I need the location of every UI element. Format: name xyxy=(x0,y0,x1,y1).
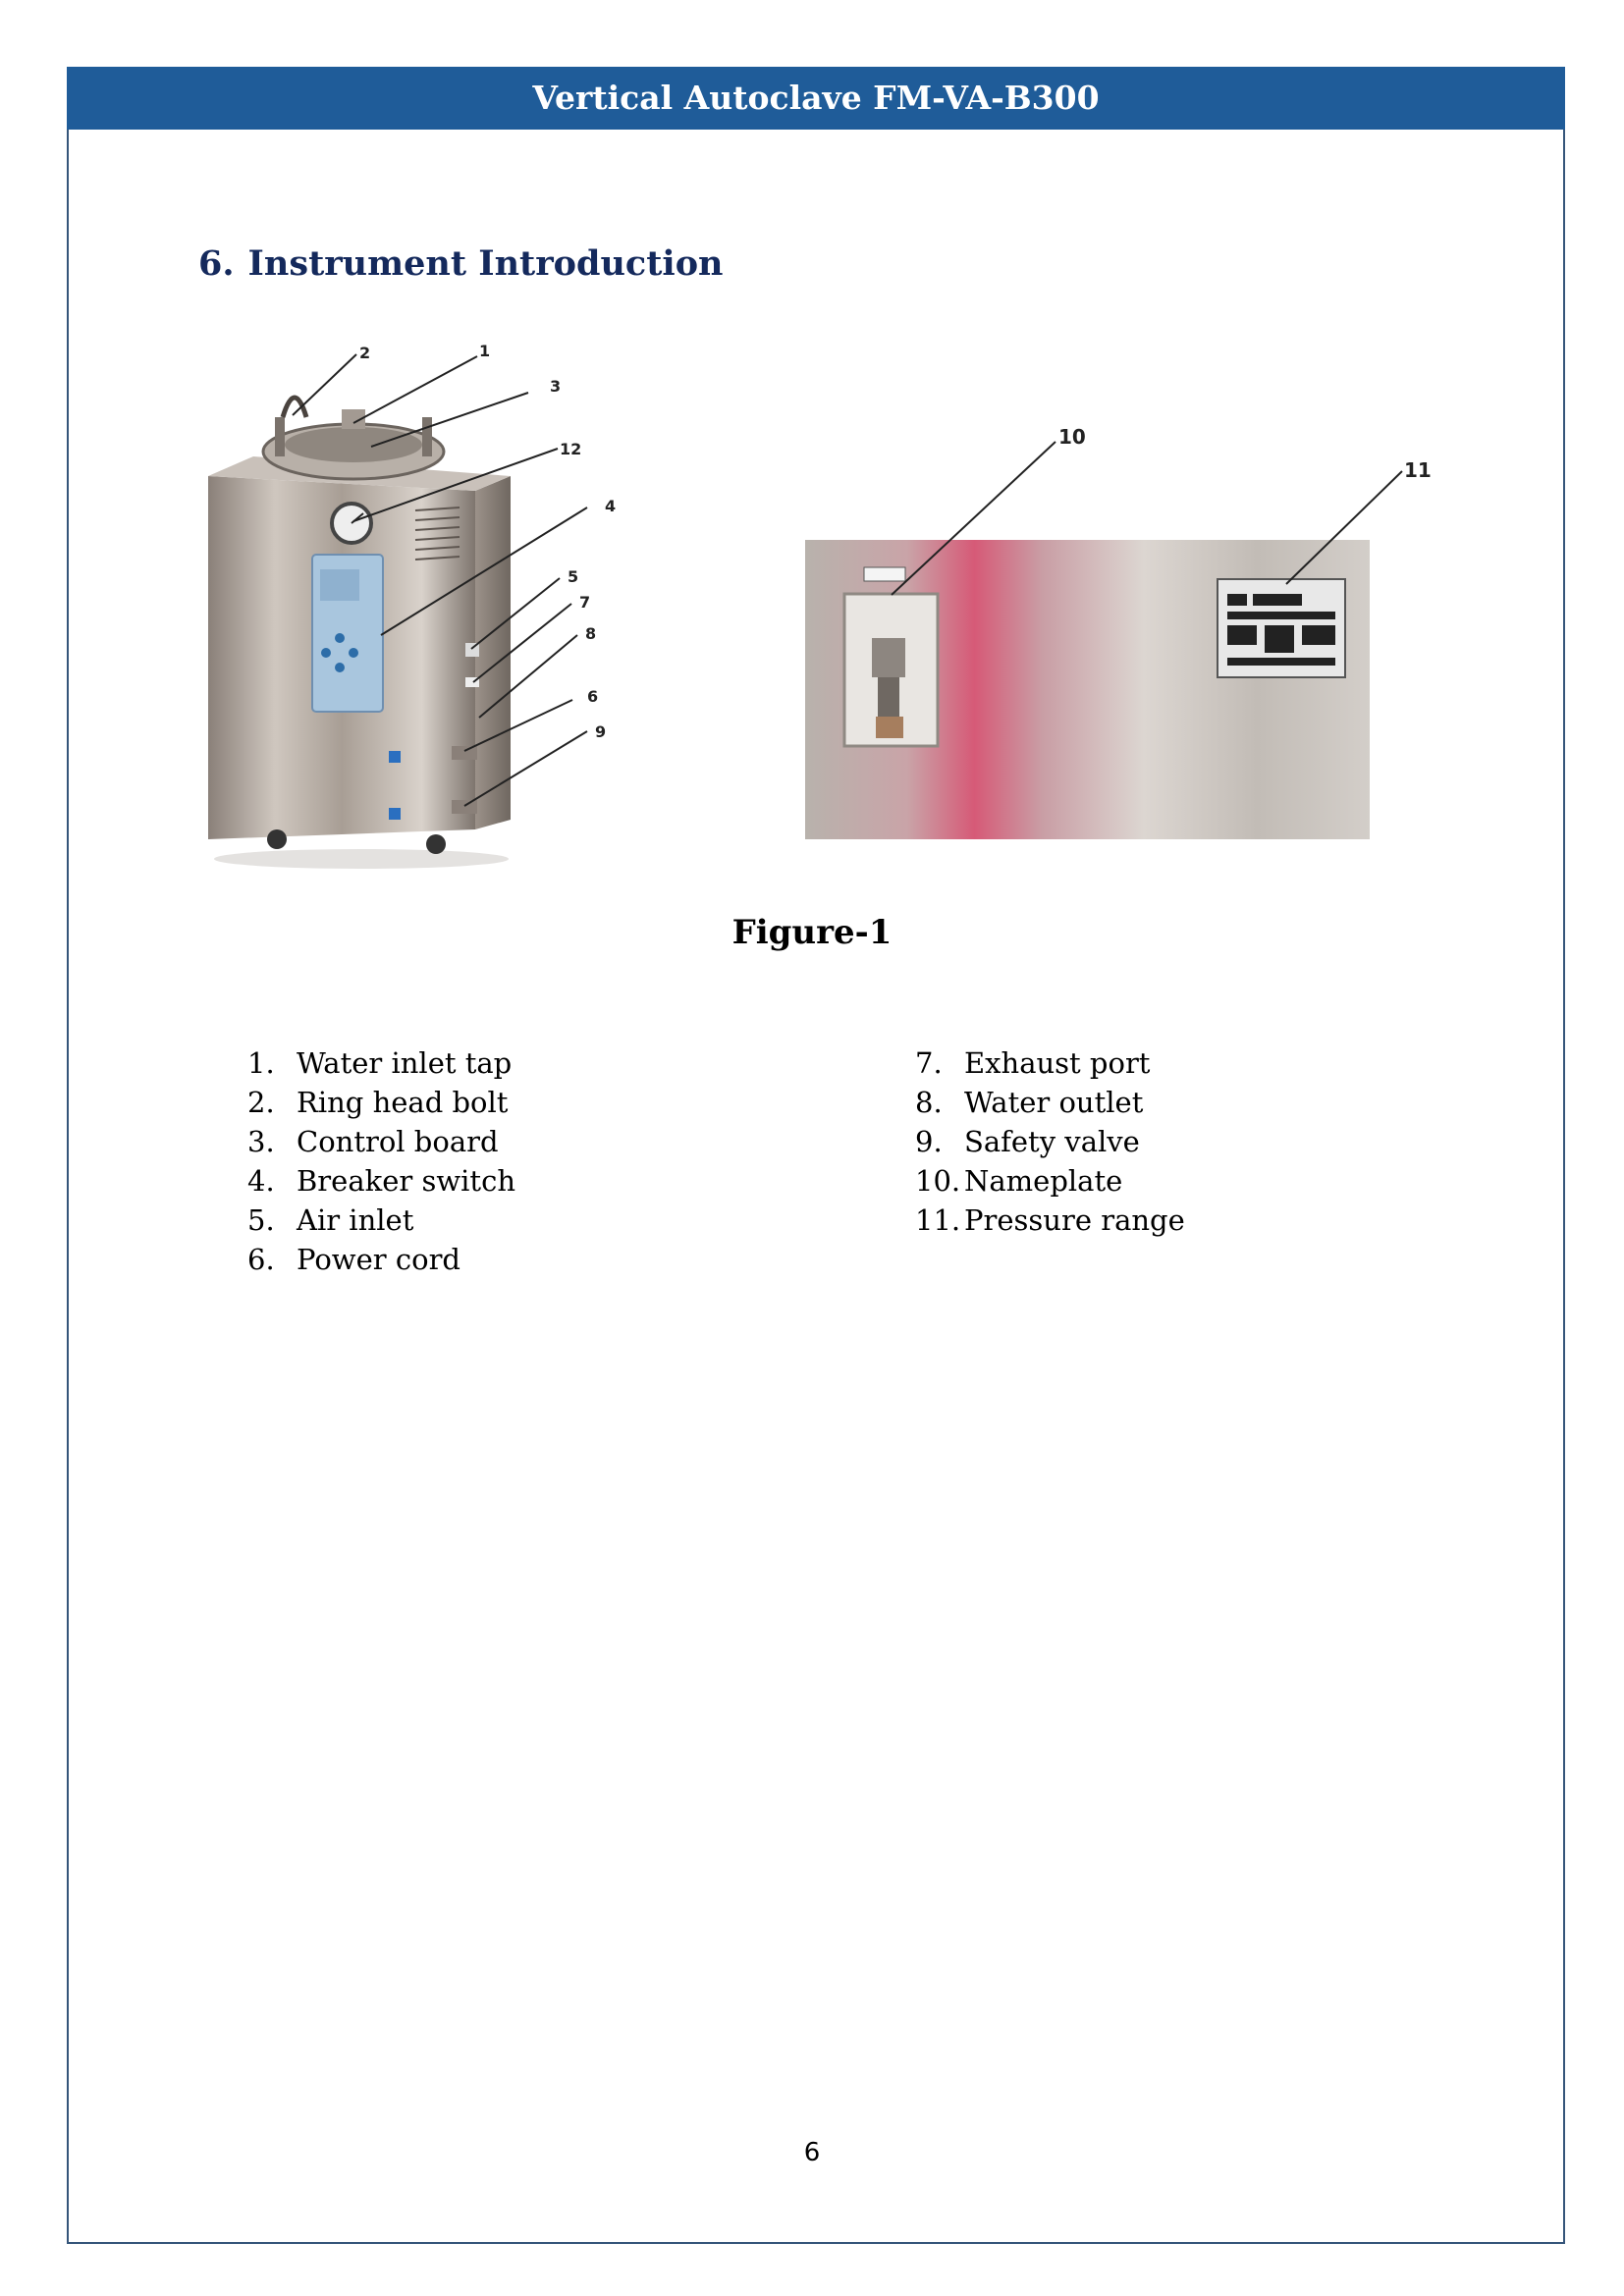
callout-7: 7 xyxy=(579,593,591,612)
callout-12: 12 xyxy=(560,440,582,458)
item-label: Nameplate xyxy=(964,1164,1123,1198)
parts-list-left xyxy=(247,1043,515,1279)
list-item xyxy=(247,1083,515,1122)
callout-2: 2 xyxy=(359,344,371,362)
item-number: 11. xyxy=(915,1203,961,1237)
list-item xyxy=(915,1043,1185,1083)
item-number: 3. xyxy=(247,1125,275,1158)
item-label: Air inlet xyxy=(297,1203,414,1237)
parts-list-right xyxy=(915,1043,1185,1240)
callout-6: 6 xyxy=(587,687,599,706)
section-title-text: Instrument Introduction xyxy=(247,243,724,284)
callout-8: 8 xyxy=(585,624,597,643)
list-item xyxy=(915,1122,1185,1161)
item-label: Power cord xyxy=(297,1243,460,1276)
item-label: Exhaust port xyxy=(964,1046,1151,1080)
item-number: 5. xyxy=(247,1203,275,1237)
callout-10: 10 xyxy=(1058,425,1086,449)
list-item xyxy=(915,1201,1185,1240)
callout-3: 3 xyxy=(550,377,562,396)
item-number: 10. xyxy=(915,1164,961,1198)
section-number: 6. xyxy=(198,243,235,284)
list-item xyxy=(247,1201,515,1240)
callout-4: 4 xyxy=(605,497,617,515)
list-item xyxy=(247,1122,515,1161)
section-title xyxy=(198,243,723,284)
list-item xyxy=(247,1240,515,1279)
list-item xyxy=(247,1043,515,1083)
callout-1: 1 xyxy=(479,342,491,360)
list-item xyxy=(247,1161,515,1201)
list-item xyxy=(915,1083,1185,1122)
item-number: 9. xyxy=(915,1125,943,1158)
item-label: Safety valve xyxy=(964,1125,1140,1158)
item-number: 4. xyxy=(247,1164,275,1198)
item-number: 7. xyxy=(915,1046,943,1080)
item-label: Water outlet xyxy=(964,1086,1144,1119)
item-number: 8. xyxy=(915,1086,943,1119)
header-banner xyxy=(67,67,1565,130)
callout-9: 9 xyxy=(595,722,607,741)
side-panel-photo xyxy=(795,422,1434,874)
item-label: Control board xyxy=(297,1125,499,1158)
figure-caption: Figure-1 xyxy=(731,913,893,952)
callout-11: 11 xyxy=(1404,458,1432,482)
autoclave-photo xyxy=(194,339,656,874)
callout-5: 5 xyxy=(568,567,579,586)
header-title: Vertical Autoclave FM-VA-B300 xyxy=(532,79,1100,117)
item-number: 2. xyxy=(247,1086,275,1119)
item-label: Ring head bolt xyxy=(297,1086,509,1119)
item-label: Water inlet tap xyxy=(297,1046,513,1080)
item-label: Pressure range xyxy=(964,1203,1185,1237)
item-number: 6. xyxy=(247,1243,275,1276)
item-label: Breaker switch xyxy=(297,1164,515,1198)
item-number: 1. xyxy=(247,1046,275,1080)
list-item xyxy=(915,1161,1185,1201)
page-number: 6 xyxy=(803,2138,821,2167)
